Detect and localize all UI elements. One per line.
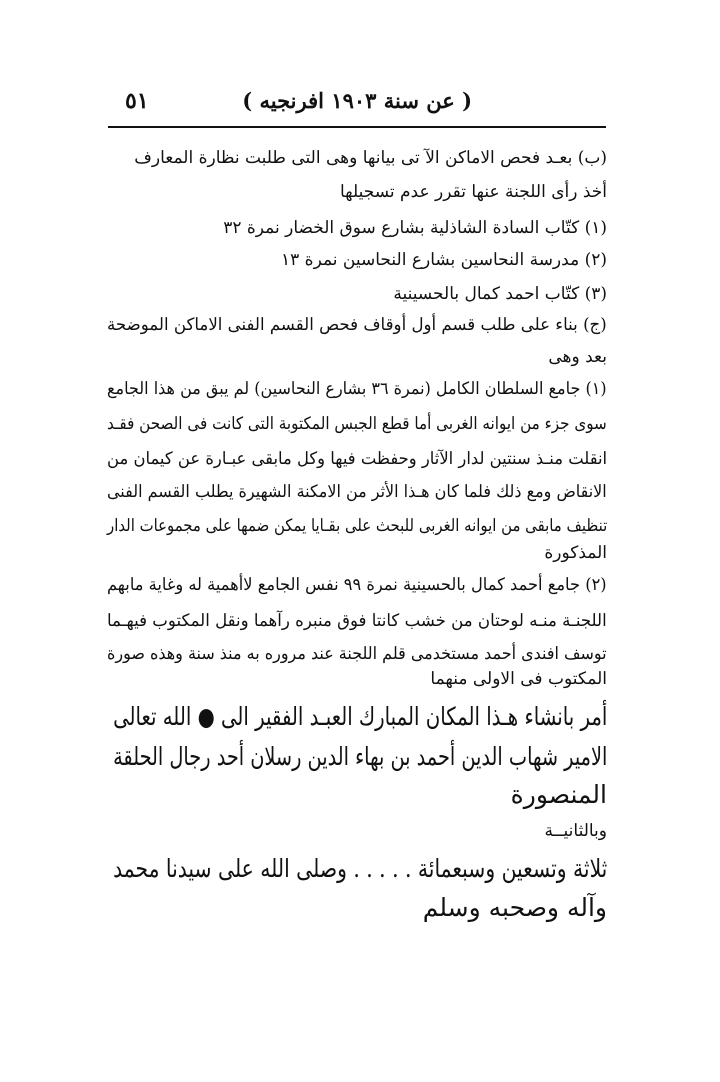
inscription-1-line-2: الامير شهاب الدين أحمد بن بهاء الدين رسلان أحد رجال الحلقة: [112, 742, 607, 771]
section-c-line-1: (ج) بناء على طلب قسم أول أوقاف فحص القسم الفنى الاماكن الموضحة: [107, 315, 607, 335]
section-b-item-1: (١) كتّاب السادة الشاذلية بشارع سوق الخضار نمرة ٣٢: [223, 218, 607, 238]
item-c1-line-6: المذكورة: [544, 543, 607, 563]
item-c2-line-2: اللجنـة منـه لوحتان من خشب كانتا فوق منبره رآهما ونقل المكتوب فيهـما: [107, 611, 607, 631]
section-b-line-2: أخذ رأى اللجنة عنها تقرر عدم تسجيلها: [339, 182, 607, 202]
inscription-1-line-3: المنصورة: [510, 780, 607, 809]
item-c2-line-4: المكتوب فى الاولى منهما: [430, 669, 607, 689]
item-c2-line-3: توسف افندى أحمد مستخدمى قلم اللجنة عند مروره به منذ سنة وهذه صورة: [107, 644, 607, 664]
page-header: [112, 84, 607, 126]
section-b-line-1: (ب) بعـد فحص الاماكن الآ تى بيانها وهى التى طلبت نظارة المعارف: [134, 148, 607, 168]
inscription-1-line-1: أمر بانشاء هـذا المكان المبارك العبـد الفقير الى ● الله تعالى: [112, 702, 607, 731]
running-header-title: ( عن سنة ١٩٠٣ افرنجيه ): [242, 88, 472, 113]
inscription-2-line-2: وآله وصحبه وسلم: [422, 893, 607, 922]
item-c1-line-5: تنظيف مابقى من ايوانه الغربى للبحث على بقـايا يمكن ضمها على مجموعات الدار: [106, 516, 607, 536]
item-c1-line-2: سوى جزء من ايوانه الغربى أما قطع الجبس المكتوبة التى كانت فى الصحن فقـد: [107, 414, 607, 434]
header-divider: [108, 126, 606, 128]
item-c1-line-4: الانقاض ومع ذلك فلما كان هـذا الأثر من الامكنة الشهيرة يطلب القسم الفنى: [107, 482, 607, 502]
item-c1-line-3: انقلت منـذ سنتين لدار الآثار وحفظت فيها وكل مابقى عبـارة عن كيمان من: [106, 449, 607, 469]
page-number: ٥١: [125, 88, 149, 114]
item-c2-line-1: (٢) جامع أحمد كمال بالحسينية نمرة ٩٩ نفس الجامع لاأهمية له وغاية مابهم: [107, 575, 607, 595]
inscription-2-line-1: ثلاثة وتسعين وسبعمائة . . . . . وصلى الله على سيدنا محمد: [112, 854, 607, 883]
item-c1-line-1: (١) جامع السلطان الكامل (نمرة ٣٦ بشارع النحاسين) لم يبق من هذا الجامع: [107, 379, 607, 399]
section-b-item-2: (٢) مدرسة النحاسين بشارع النحاسين نمرة ١٣: [281, 250, 607, 270]
section-b-item-3: (٣) كتّاب احمد كمال بالحسينية: [393, 284, 607, 304]
section-c-line-2: بعد وهى: [548, 347, 607, 367]
second-label: وبالثانيــة: [544, 821, 607, 841]
